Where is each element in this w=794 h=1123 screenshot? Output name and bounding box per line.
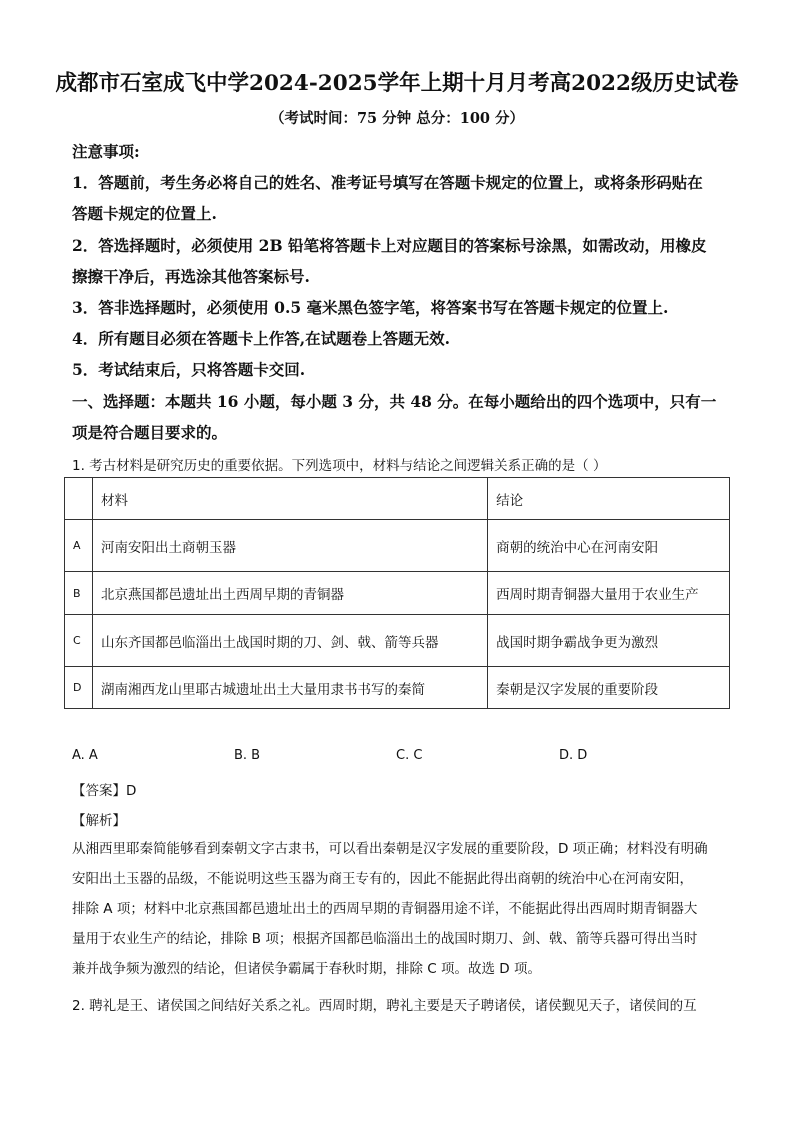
table-header-cell: 材料 xyxy=(92,478,487,520)
conclusion-cell: 西周时期青铜器大量用于农业生产 xyxy=(488,572,730,615)
choice-c: C. C xyxy=(396,748,423,763)
exam-info: （考试时间：75 分钟 总分：100 分） xyxy=(269,110,525,127)
material-cell: 湖南湘西龙山里耶古城遗址出土大量用隶书书写的秦简 xyxy=(92,667,487,709)
conclusion-cell: 商朝的统治中心在河南安阳 xyxy=(488,520,730,572)
material-cell: 北京燕国都邑遗址出土西周早期的青铜器 xyxy=(92,572,487,615)
material-table xyxy=(64,477,730,709)
notice-line: 5．考试结束后，只将答题卡交回. xyxy=(72,360,306,379)
section-heading-cont: 项是符合题目要求的。 xyxy=(72,423,228,442)
table-header-row xyxy=(65,478,730,520)
conclusion-cell: 秦朝是汉字发展的重要阶段 xyxy=(488,667,730,709)
answer-label: 【答案】D xyxy=(72,783,137,799)
choice-b: B. B xyxy=(234,748,261,763)
table-row xyxy=(65,572,730,615)
option-key: C xyxy=(65,615,93,667)
question-stem: 2. 聘礼是王、诸侯国之间结好关系之礼。西周时期，聘礼主要是天子聘诸侯，诸侯觐见天子，诸侯间的互 xyxy=(72,998,697,1014)
conclusion-cell: 战国时期争霸战争更为激烈 xyxy=(488,615,730,667)
notice-line: 2．答选择题时，必须使用 2B 铅笔将答题卡上对应题目的答案标号涂黑，如需改动，用橡皮 xyxy=(72,236,707,255)
material-cell: 河南安阳出土商朝玉器 xyxy=(92,520,487,572)
table-row xyxy=(65,667,730,709)
option-key: D xyxy=(65,667,93,709)
table-row xyxy=(65,615,730,667)
question-stem: 1. 考古材料是研究历史的重要依据。下列选项中，材料与结论之间逻辑关系正确的是（ ） xyxy=(72,458,607,474)
analysis-line: 安阳出土玉器的品级，不能说明这些玉器为商王专有的，因此不能据此得出商朝的统治中心在河南安阳， xyxy=(72,871,693,887)
notice-line: 1．答题前，考生务必将自己的姓名、准考证号填写在答题卡规定的位置上，或将条形码贴在 xyxy=(72,173,703,192)
choice-d: D. D xyxy=(559,748,588,763)
material-cell: 山东齐国都邑临淄出土战国时期的刀、剑、戟、箭等兵器 xyxy=(92,615,487,667)
option-key: A xyxy=(65,520,93,572)
notice-line: 擦擦干净后，再选涂其他答案标号. xyxy=(72,267,310,286)
notice-line: 4．所有题目必须在答题卡上作答,在试题卷上答题无效. xyxy=(72,329,451,348)
notice-line: 3．答非选择题时，必须使用 0.5 毫米黑色签字笔，将答案书写在答题卡规定的位置上. xyxy=(72,298,669,317)
analysis-line: 从湘西里耶秦简能够看到秦朝文字古隶书，可以看出秦朝是汉字发展的重要阶段，D 项正确；材料没有明确 xyxy=(72,841,708,857)
analysis-label: 【解析】 xyxy=(72,813,126,829)
table-row xyxy=(65,520,730,572)
option-key: B xyxy=(65,572,93,615)
analysis-line: 兼并战争频为激烈的结论，但诸侯争霸属于春秋时期，排除 C 项。故选 D 项。 xyxy=(72,961,541,977)
analysis-line: 排除 A 项；材料中北京燕国都邑遗址出土的西周早期的青铜器用途不详，不能据此得出西周时期青铜器大 xyxy=(72,901,698,917)
choice-a: A. A xyxy=(72,748,98,763)
notice-line: 答题卡规定的位置上. xyxy=(72,204,217,223)
page-title: 成都市石室成飞中学2024-2025学年上期十月月考高2022级历史试卷 xyxy=(55,71,739,96)
section-heading: 一、选择题：本题共 16 小题，每小题 3 分，共 48 分。在每小题给出的四个选项中，只有一 xyxy=(72,392,717,411)
table-header-cell xyxy=(65,478,93,520)
notice-heading: 注意事项: xyxy=(72,142,140,161)
analysis-line: 量用于农业生产的结论，排除 B 项；根据齐国都邑临淄出土的战国时期刀、剑、戟、箭等兵器可得出当时 xyxy=(72,931,698,947)
table-header-cell: 结论 xyxy=(488,478,730,520)
